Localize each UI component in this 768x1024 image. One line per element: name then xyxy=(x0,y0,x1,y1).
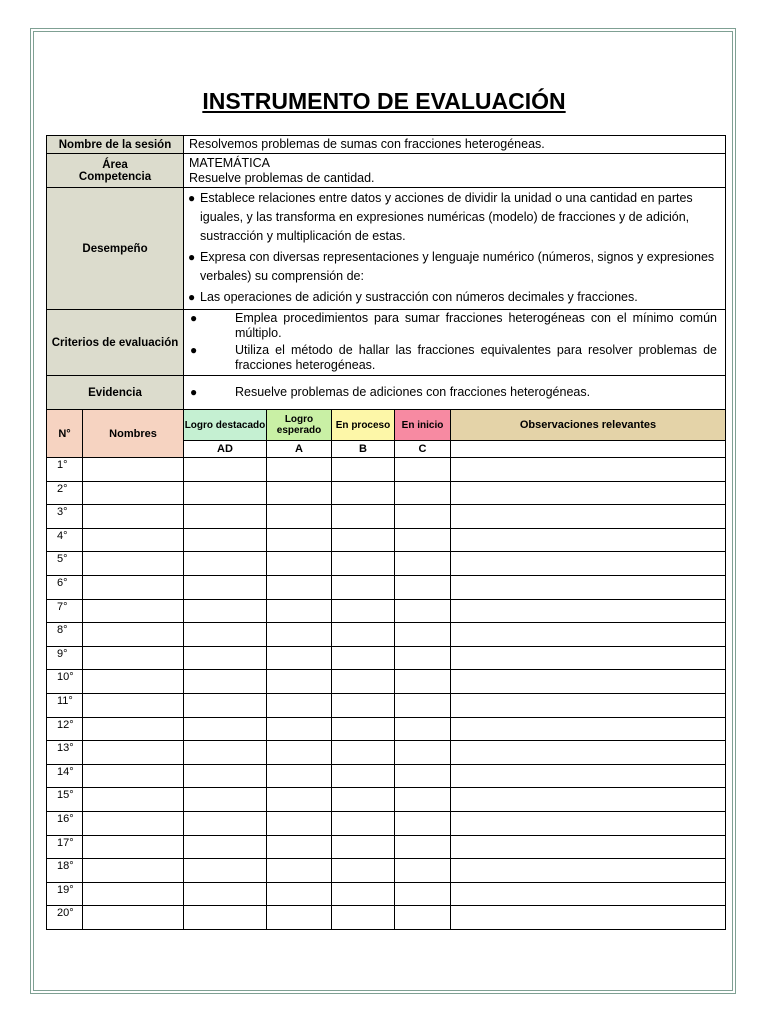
table-row xyxy=(47,552,726,576)
level-c-cell[interactable] xyxy=(395,505,451,529)
desempeno-item: ● Las operaciones de adición y sustracción con números decimales y fracciones. xyxy=(188,288,717,307)
area-label: Área xyxy=(102,158,128,171)
level-ad-cell[interactable] xyxy=(184,505,267,529)
name-cell[interactable] xyxy=(83,882,184,906)
name-cell[interactable] xyxy=(83,599,184,623)
level-b-cell[interactable] xyxy=(332,906,395,930)
observations-cell[interactable] xyxy=(451,552,726,576)
name-cell[interactable] xyxy=(83,741,184,765)
level-ad-cell[interactable] xyxy=(184,906,267,930)
desempeno-item: ● Expresa con diversas representaciones y lenguaje numérico (números, signos y expresiones verbales) su comprensión de: xyxy=(188,250,715,283)
name-cell[interactable] xyxy=(83,811,184,835)
level-code-b: B xyxy=(332,441,395,458)
level-code-ad: AD xyxy=(184,441,267,458)
level-c-cell[interactable] xyxy=(395,693,451,717)
number-cell: 9° xyxy=(47,646,83,670)
table-row xyxy=(47,717,726,741)
level-b-cell[interactable] xyxy=(332,717,395,741)
number-cell: 14° xyxy=(47,764,83,788)
table-row xyxy=(47,623,726,647)
level-ad-cell[interactable] xyxy=(184,528,267,552)
observations-cell[interactable] xyxy=(451,764,726,788)
number-cell: 19° xyxy=(47,882,83,906)
level-b-cell[interactable] xyxy=(332,552,395,576)
name-cell[interactable] xyxy=(83,481,184,505)
level-c-cell[interactable] xyxy=(395,741,451,765)
table-row xyxy=(47,882,726,906)
level-ad-cell[interactable] xyxy=(184,859,267,883)
level-ad-cell[interactable] xyxy=(184,458,267,482)
level-header-a: Logro esperado xyxy=(267,410,332,441)
bullet-icon: ● xyxy=(188,250,196,264)
level-b-cell[interactable] xyxy=(332,693,395,717)
observations-cell[interactable] xyxy=(451,882,726,906)
level-a-cell[interactable] xyxy=(267,552,332,576)
observations-cell[interactable] xyxy=(451,670,726,694)
level-b-cell[interactable] xyxy=(332,646,395,670)
number-cell: 10° xyxy=(47,670,83,694)
names-header: Nombres xyxy=(83,410,184,458)
level-b-cell[interactable] xyxy=(332,835,395,859)
evidencia-item: ● Resuelve problemas de adiciones con fracciones heterogéneas. xyxy=(190,384,591,399)
session-info-table xyxy=(46,135,726,410)
observations-cell[interactable] xyxy=(451,623,726,647)
level-b-cell[interactable] xyxy=(332,481,395,505)
level-b-cell[interactable] xyxy=(332,623,395,647)
area-competencia-label xyxy=(47,154,184,188)
level-ad-cell[interactable] xyxy=(184,741,267,765)
table-row xyxy=(47,906,726,930)
bullet-icon: ● xyxy=(188,290,196,304)
level-a-cell[interactable] xyxy=(267,859,332,883)
number-cell: 6° xyxy=(47,575,83,599)
document-title: INSTRUMENTO DE EVALUACIÓN xyxy=(202,88,566,114)
observations-cell[interactable] xyxy=(451,575,726,599)
number-cell: 5° xyxy=(47,552,83,576)
level-ad-cell[interactable] xyxy=(184,693,267,717)
level-b-cell[interactable] xyxy=(332,458,395,482)
number-cell: 8° xyxy=(47,623,83,647)
table-row xyxy=(47,646,726,670)
observations-cell[interactable] xyxy=(451,788,726,812)
level-b-cell[interactable] xyxy=(332,528,395,552)
observations-cell[interactable] xyxy=(451,717,726,741)
criterio-item: ● Emplea procedimientos para sumar fracciones heterogéneas con el mínimo común múltiplo. xyxy=(190,311,717,340)
table-row xyxy=(47,811,726,835)
bullet-icon: ● xyxy=(190,384,198,399)
number-cell: 15° xyxy=(47,788,83,812)
observations-subheader xyxy=(451,441,726,458)
level-header-ad: Logro destacado xyxy=(184,410,267,441)
table-row xyxy=(47,693,726,717)
level-b-cell[interactable] xyxy=(332,575,395,599)
level-c-cell[interactable] xyxy=(395,670,451,694)
table-row xyxy=(47,505,726,529)
observations-cell[interactable] xyxy=(451,599,726,623)
level-ad-cell[interactable] xyxy=(184,835,267,859)
level-ad-cell[interactable] xyxy=(184,811,267,835)
name-cell[interactable] xyxy=(83,670,184,694)
level-b-cell[interactable] xyxy=(332,505,395,529)
observations-cell[interactable] xyxy=(451,646,726,670)
level-c-cell[interactable] xyxy=(395,906,451,930)
level-b-cell[interactable] xyxy=(332,741,395,765)
level-ad-cell[interactable] xyxy=(184,670,267,694)
name-cell[interactable] xyxy=(83,835,184,859)
level-code-a: A xyxy=(267,441,332,458)
level-ad-cell[interactable] xyxy=(184,646,267,670)
level-a-cell[interactable] xyxy=(267,623,332,647)
level-c-cell[interactable] xyxy=(395,552,451,576)
level-ad-cell[interactable] xyxy=(184,788,267,812)
name-cell[interactable] xyxy=(83,859,184,883)
bullet-icon: ● xyxy=(188,191,196,205)
table-row xyxy=(47,788,726,812)
observations-cell[interactable] xyxy=(451,811,726,835)
observations-cell[interactable] xyxy=(451,906,726,930)
level-c-cell[interactable] xyxy=(395,811,451,835)
name-cell[interactable] xyxy=(83,646,184,670)
number-cell: 16° xyxy=(47,811,83,835)
level-a-cell[interactable] xyxy=(267,906,332,930)
number-cell: 1° xyxy=(47,458,83,482)
level-b-cell[interactable] xyxy=(332,882,395,906)
number-cell: 12° xyxy=(47,717,83,741)
table-row xyxy=(47,458,726,482)
level-c-cell[interactable] xyxy=(395,764,451,788)
number-cell: 13° xyxy=(47,741,83,765)
name-cell[interactable] xyxy=(83,575,184,599)
observations-cell[interactable] xyxy=(451,458,726,482)
observations-cell[interactable] xyxy=(451,859,726,883)
level-a-cell[interactable] xyxy=(267,575,332,599)
competencia-label: Competencia xyxy=(78,170,152,183)
level-a-cell[interactable] xyxy=(267,788,332,812)
number-cell: 2° xyxy=(47,481,83,505)
level-b-cell[interactable] xyxy=(332,788,395,812)
area-value: MATEMÁTICA xyxy=(189,155,271,170)
observations-header: Observaciones relevantes xyxy=(451,410,726,441)
table-row xyxy=(47,741,726,765)
number-cell: 4° xyxy=(47,528,83,552)
name-cell[interactable] xyxy=(83,528,184,552)
evidencia-value xyxy=(184,376,726,410)
level-a-cell[interactable] xyxy=(267,811,332,835)
level-c-cell[interactable] xyxy=(395,623,451,647)
name-cell[interactable] xyxy=(83,788,184,812)
level-a-cell[interactable] xyxy=(267,458,332,482)
level-a-cell[interactable] xyxy=(267,481,332,505)
bullet-icon: ● xyxy=(190,343,198,357)
table-row xyxy=(47,670,726,694)
level-c-cell[interactable] xyxy=(395,717,451,741)
observations-cell[interactable] xyxy=(451,528,726,552)
evidencia-label: Evidencia xyxy=(47,376,184,410)
name-cell[interactable] xyxy=(83,623,184,647)
level-ad-cell[interactable] xyxy=(184,882,267,906)
level-code-c: C xyxy=(395,441,451,458)
level-ad-cell[interactable] xyxy=(184,599,267,623)
level-a-cell[interactable] xyxy=(267,646,332,670)
level-c-cell[interactable] xyxy=(395,835,451,859)
name-cell[interactable] xyxy=(83,906,184,930)
number-cell: 11° xyxy=(47,693,83,717)
desempeno-label: Desempeño xyxy=(47,188,184,310)
table-row xyxy=(47,764,726,788)
table-row xyxy=(47,599,726,623)
number-cell: 7° xyxy=(47,599,83,623)
grading-table xyxy=(46,409,726,930)
level-b-cell[interactable] xyxy=(332,764,395,788)
observations-cell[interactable] xyxy=(451,505,726,529)
level-a-cell[interactable] xyxy=(267,882,332,906)
level-a-cell[interactable] xyxy=(267,599,332,623)
level-a-cell[interactable] xyxy=(267,505,332,529)
level-a-cell[interactable] xyxy=(267,528,332,552)
desempeno-item: ● Establece relaciones entre datos y acciones de dividir la unidad o una cantidad en partes iguales, y las transforma en expresiones numéricas (modelo) de fracciones y de adición, sustracción y multiplicación de estas. xyxy=(188,191,693,243)
number-cell: 18° xyxy=(47,859,83,883)
name-cell[interactable] xyxy=(83,693,184,717)
level-ad-cell[interactable] xyxy=(184,764,267,788)
table-row xyxy=(47,481,726,505)
number-header: N° xyxy=(47,410,83,458)
session-label: Nombre de la sesión xyxy=(47,136,184,154)
level-ad-cell[interactable] xyxy=(184,623,267,647)
name-cell[interactable] xyxy=(83,764,184,788)
level-b-cell[interactable] xyxy=(332,811,395,835)
level-header-b: En proceso xyxy=(332,410,395,441)
observations-cell[interactable] xyxy=(451,835,726,859)
table-row xyxy=(47,859,726,883)
bullet-icon: ● xyxy=(190,311,198,325)
observations-cell[interactable] xyxy=(451,741,726,765)
level-c-cell[interactable] xyxy=(395,458,451,482)
level-a-cell[interactable] xyxy=(267,764,332,788)
level-ad-cell[interactable] xyxy=(184,552,267,576)
observations-cell[interactable] xyxy=(451,693,726,717)
level-a-cell[interactable] xyxy=(267,835,332,859)
level-a-cell[interactable] xyxy=(267,741,332,765)
level-ad-cell[interactable] xyxy=(184,575,267,599)
session-value: Resolvemos problemas de sumas con fracciones heterogéneas. xyxy=(184,136,726,154)
criterios-value xyxy=(184,310,726,376)
level-c-cell[interactable] xyxy=(395,788,451,812)
area-competencia-value xyxy=(184,154,726,188)
level-ad-cell[interactable] xyxy=(184,481,267,505)
level-b-cell[interactable] xyxy=(332,670,395,694)
observations-cell[interactable] xyxy=(451,481,726,505)
table-row xyxy=(47,575,726,599)
level-c-cell[interactable] xyxy=(395,599,451,623)
level-c-cell[interactable] xyxy=(395,859,451,883)
level-a-cell[interactable] xyxy=(267,670,332,694)
competencia-value: Resuelve problemas de cantidad. xyxy=(189,170,375,185)
level-a-cell[interactable] xyxy=(267,693,332,717)
number-cell: 3° xyxy=(47,505,83,529)
level-b-cell[interactable] xyxy=(332,859,395,883)
name-cell[interactable] xyxy=(83,458,184,482)
table-row xyxy=(47,835,726,859)
level-c-cell[interactable] xyxy=(395,575,451,599)
name-cell[interactable] xyxy=(83,717,184,741)
level-ad-cell[interactable] xyxy=(184,717,267,741)
table-row xyxy=(47,528,726,552)
criterios-label: Criterios de evaluación xyxy=(47,310,184,376)
level-b-cell[interactable] xyxy=(332,599,395,623)
criterio-item: ● Utiliza el método de hallar las fracciones equivalentes para resolver problemas de fracciones heterogéneas. xyxy=(190,343,717,372)
level-c-cell[interactable] xyxy=(395,528,451,552)
level-c-cell[interactable] xyxy=(395,882,451,906)
level-header-c: En inicio xyxy=(395,410,451,441)
name-cell[interactable] xyxy=(83,505,184,529)
name-cell[interactable] xyxy=(83,552,184,576)
level-a-cell[interactable] xyxy=(267,717,332,741)
level-c-cell[interactable] xyxy=(395,646,451,670)
number-cell: 17° xyxy=(47,835,83,859)
number-cell: 20° xyxy=(47,906,83,930)
desempeno-value xyxy=(184,188,726,310)
level-c-cell[interactable] xyxy=(395,481,451,505)
